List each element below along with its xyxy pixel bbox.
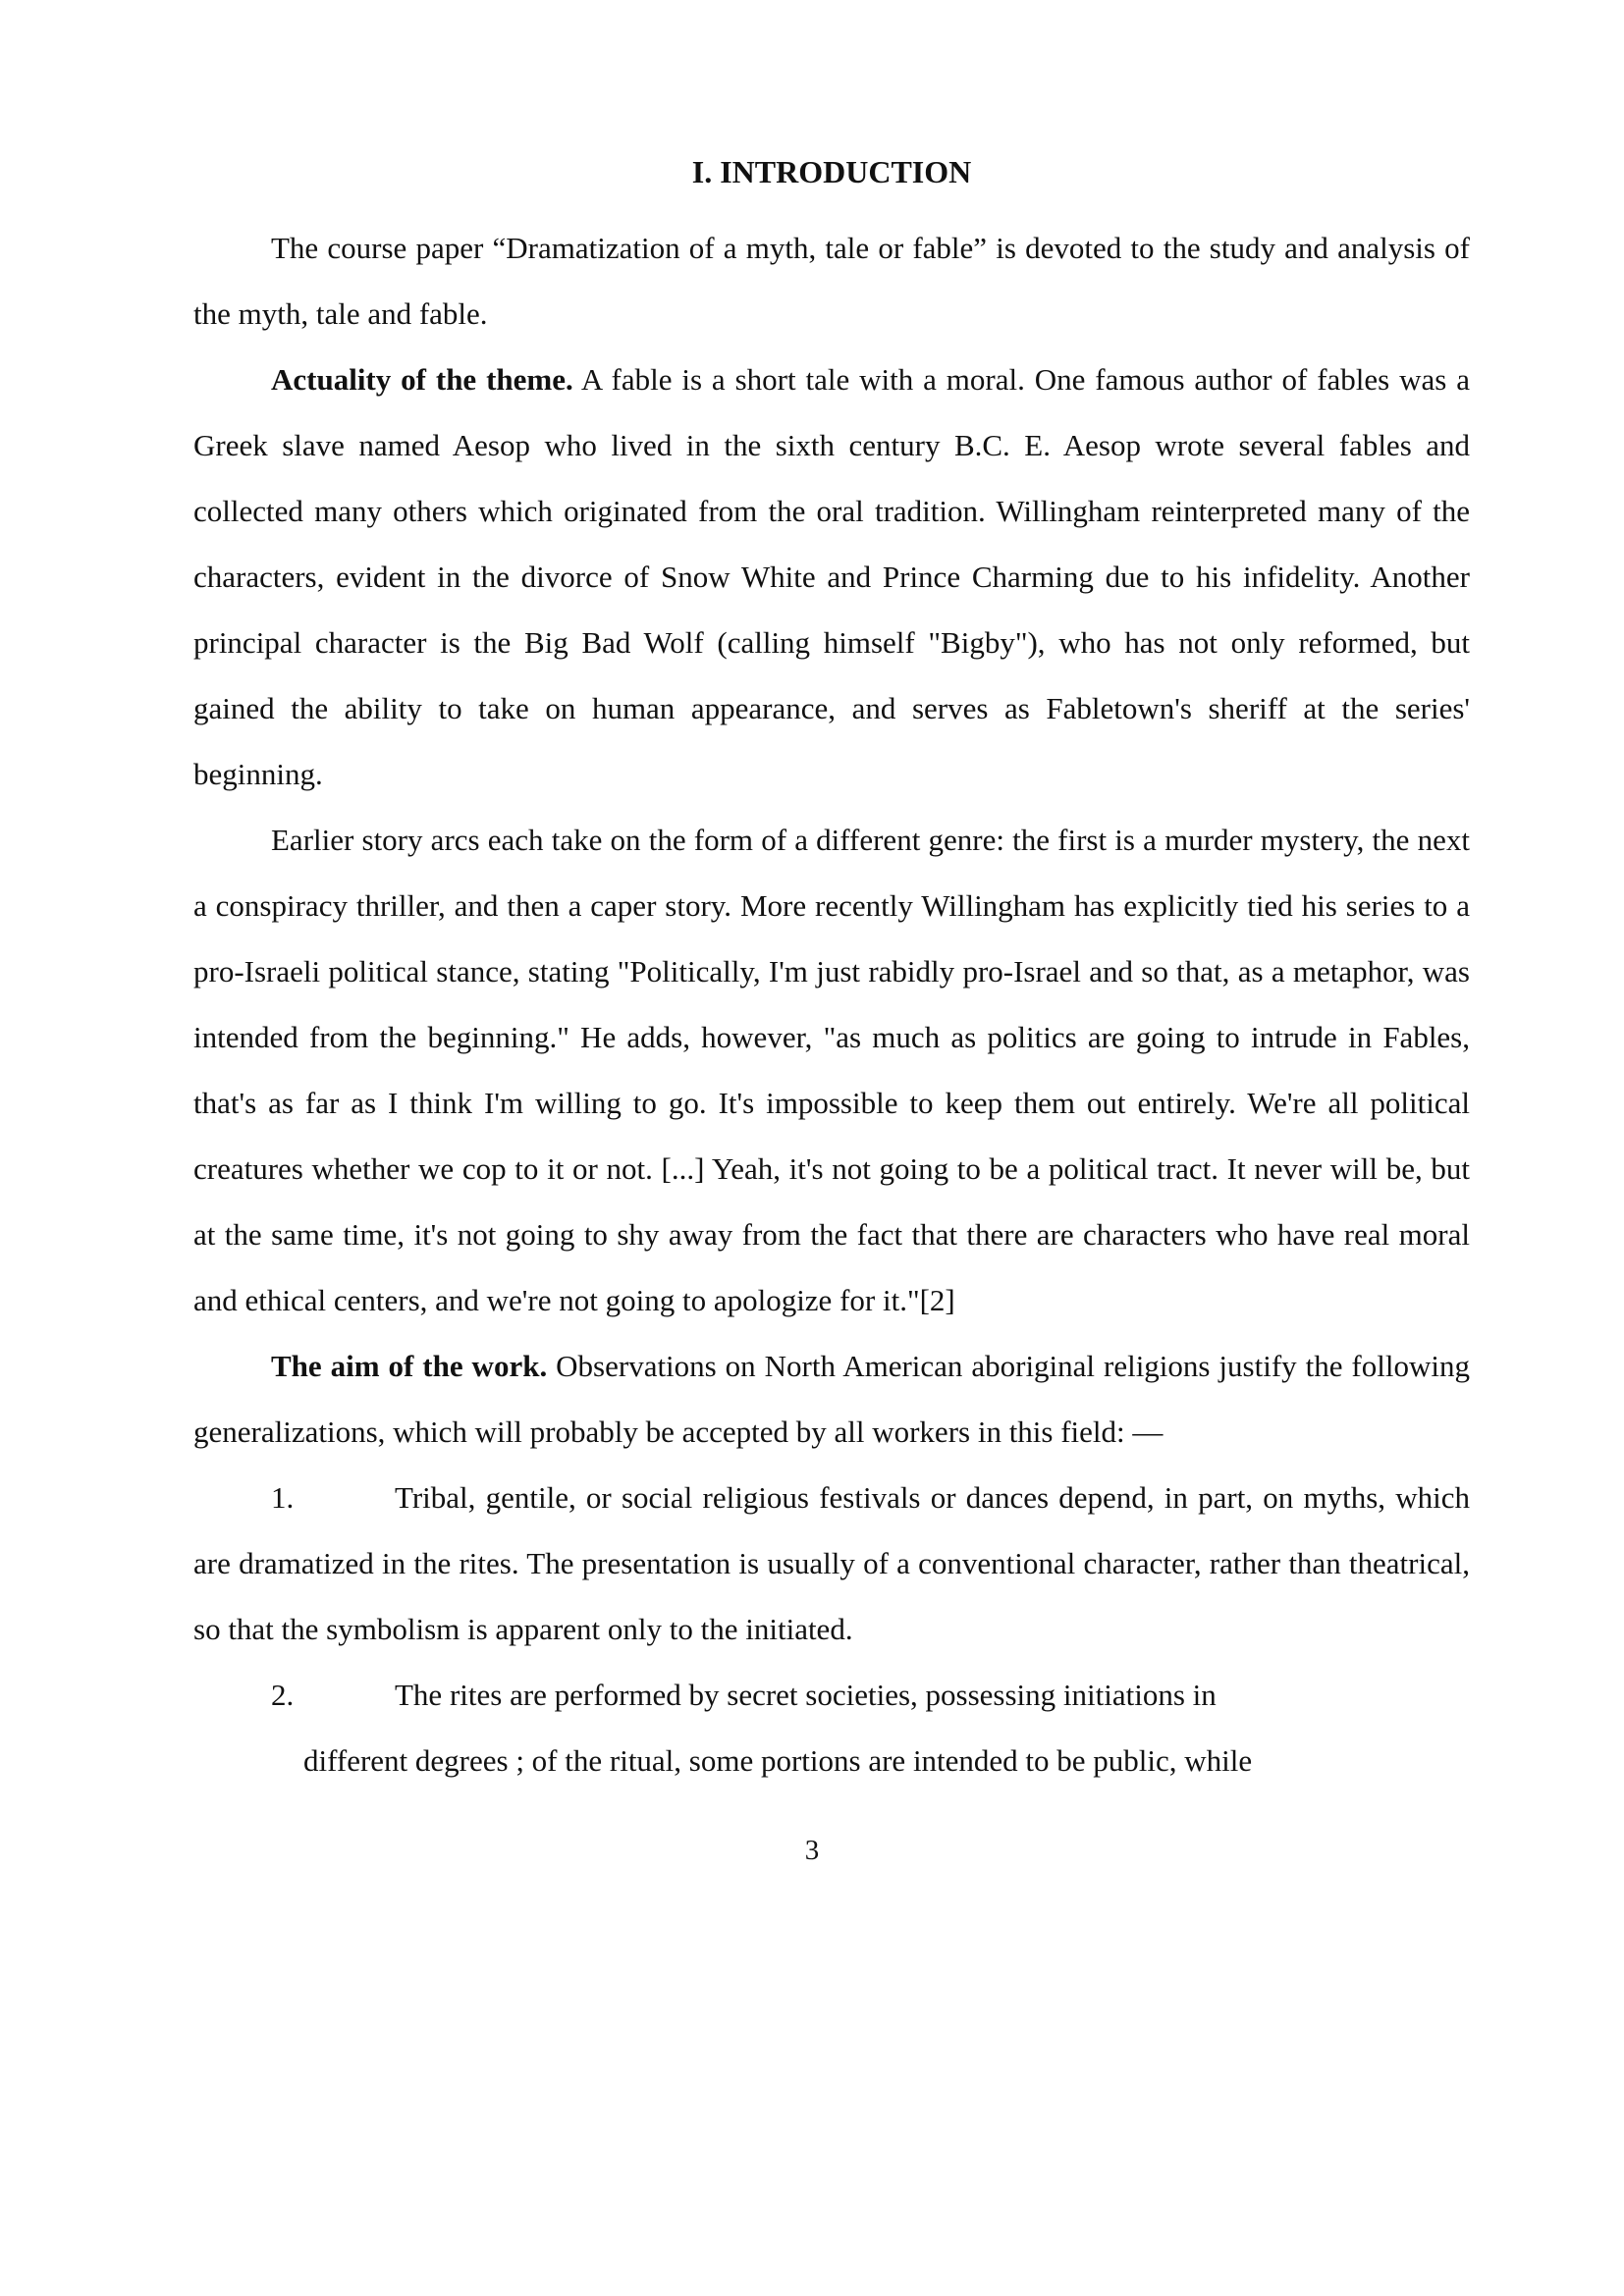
page-number: 3 — [804, 1835, 820, 1866]
paragraph-story-arcs — [193, 807, 1470, 1333]
actuality-text: A fable is a short tale with a moral. One famous author of fables was a Greek slave named Aesop who lived in the sixth century B.C. E. Aesop wrote several fables and collected many others which originated from the oral tradition. Willingham reinterpreted many of the characters, evident in the divorce of Snow White and Prince Charming due to his infidelity. Another principal character is the Big Bad Wolf (calling himself "Bigby"), who has not only reformed, but gained the ability to take on human appearance, and serves as Fabletown's sheriff at the series' beginning. — [193, 362, 1470, 791]
list-item-2-continuation: different degrees ; of the ritual, some portions are intended to be public, while — [303, 1743, 1253, 1778]
aim-lead: The aim of the work. — [271, 1349, 548, 1383]
paragraph-intro-text: The course paper “Dramatization of a myth, tale or fable” is devoted to the study and analysis of the myth, tale and fable. — [193, 231, 1470, 331]
paragraph-intro — [193, 215, 1470, 347]
aim-text: Observations on North American aboriginal religions justify the following generalizations, which will probably be accepted by all workers in this field: — — [193, 1349, 1470, 1449]
actuality-lead: Actuality of the theme. — [271, 362, 573, 397]
list-item-2-number: 2. — [271, 1678, 295, 1712]
section-heading: I. INTRODUCTION — [691, 154, 972, 189]
list-item-2 — [193, 1662, 1470, 1728]
paragraph-actuality — [193, 347, 1470, 807]
list-item-1-text: Tribal, gentile, or social religious festivals or dances depend, in part, on myths, which are dramatized in the rites. The presentation is usually of a conventional character, rather than theatrical, so that the symbolism is apparent only to the initiated. — [193, 1480, 1470, 1646]
paragraph-aim — [193, 1333, 1470, 1465]
list-item-1-number: 1. — [271, 1480, 295, 1515]
story-arcs-text: Earlier story arcs each take on the form of a different genre: the first is a murder mystery, the next a conspiracy thriller, and then a caper story. More recently Willingham has explicitly tied his series to a pro-Israeli political stance, stating "Politically, I'm just rabidly pro-Israel and so that, as a metaphor, was intended from the beginning." He adds, however, "as much as politics are going to intrude in Fables, that's as far as I think I'm willing to go. It's impossible to keep them out entirely. We're all political creatures whether we cop to it or not. [...] Yeah, it's not going to be a political tract. It never will be, but at the same time, it's not going to shy away from the fact that there are characters who have real moral and ethical centers, and we're not going to apologize for it."[2] — [193, 823, 1470, 1317]
list-item-2-text: The rites are performed by secret societies, possessing initiations in — [395, 1678, 1217, 1712]
list-item-1 — [193, 1465, 1470, 1662]
document-body — [193, 147, 1470, 1793]
